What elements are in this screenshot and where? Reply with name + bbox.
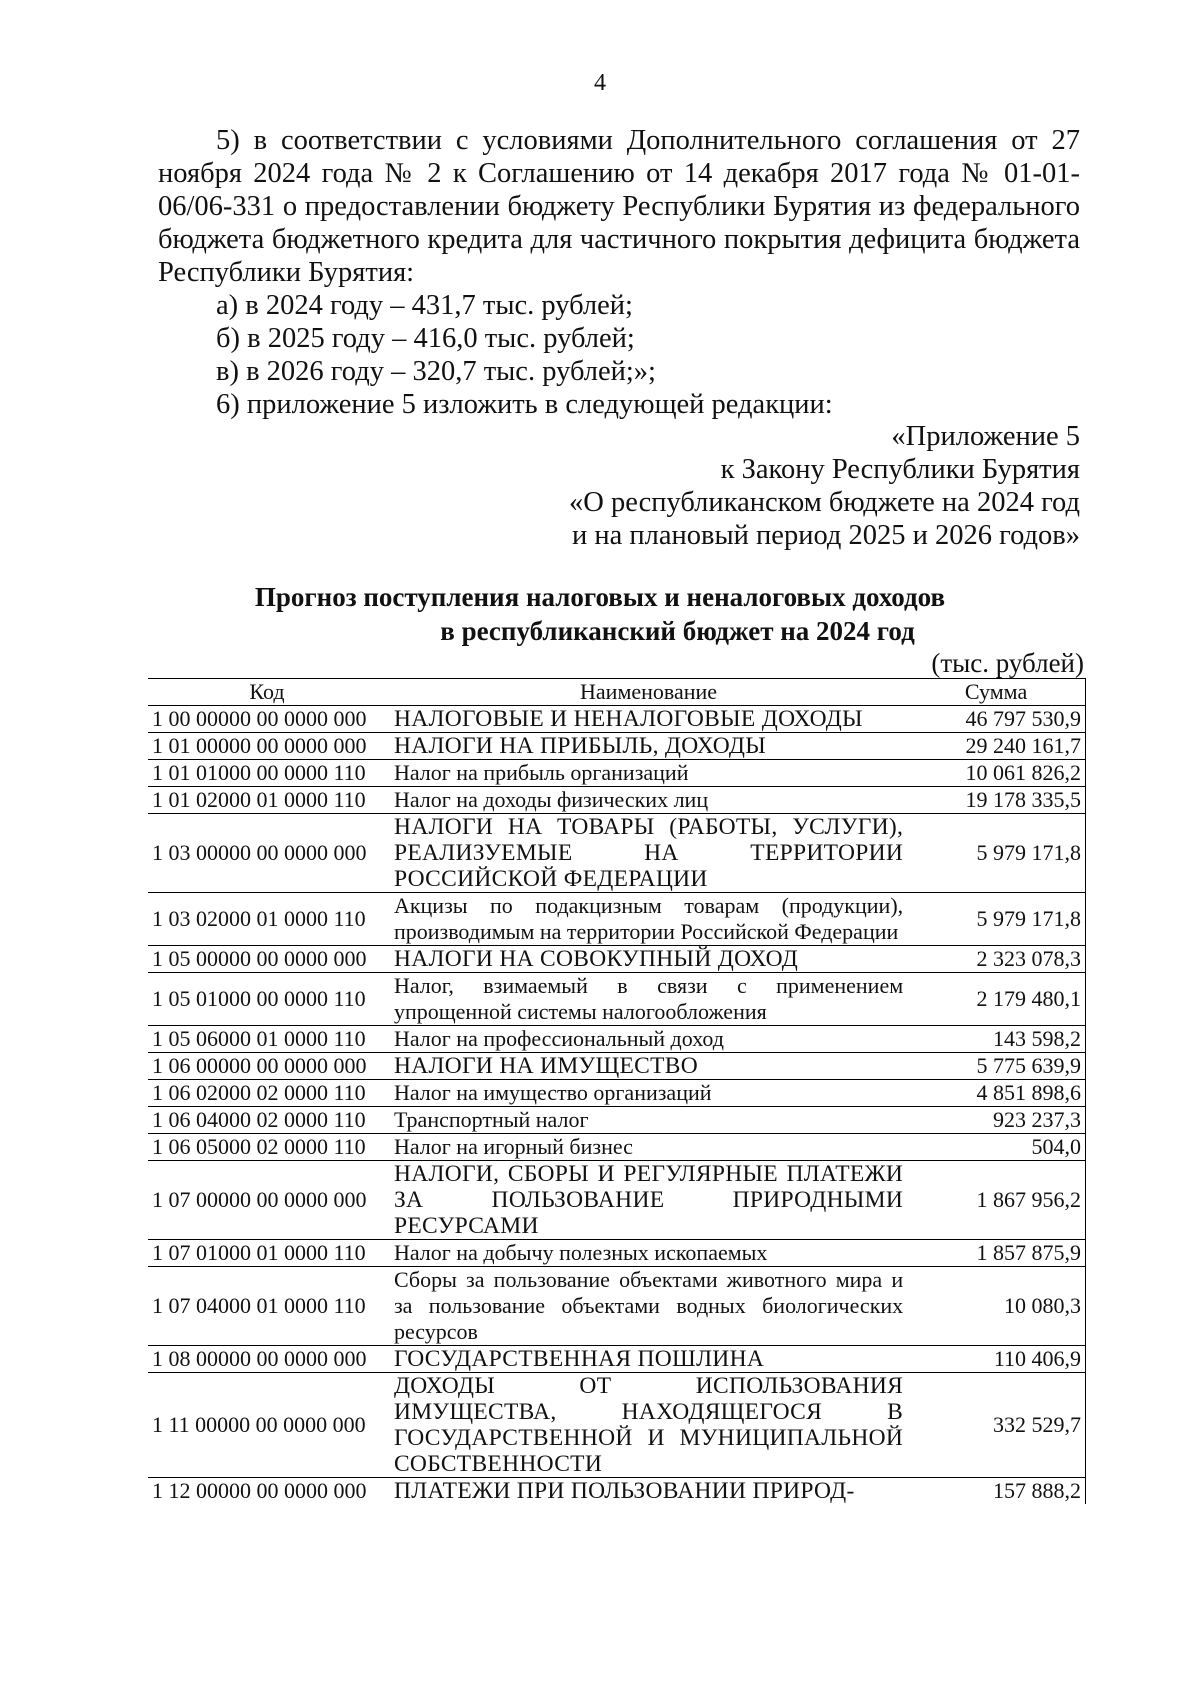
table-row xyxy=(148,1026,1086,1053)
row-code: 1 07 01000 01 0000 110 xyxy=(148,1240,386,1267)
item-6: 6) приложение 5 изложить в следующей редакции: xyxy=(216,389,833,420)
row-sum: 1 867 956,2 xyxy=(907,1161,1085,1240)
subitem-c: в) в 2026 году – 320,7 тыс. рублей;»; xyxy=(216,356,656,387)
row-sum: 19 178 335,5 xyxy=(907,787,1085,814)
row-name: Налог на имущество организаций xyxy=(386,1080,907,1107)
row-name: Акцизы по подакцизным товарам (продукции), производимым на территории Российской Федерации xyxy=(386,893,907,946)
table-row xyxy=(148,1240,1086,1267)
row-name: Налог на прибыль организаций xyxy=(386,760,907,787)
units-label: (тыс. рублей) xyxy=(931,648,1084,678)
table-row xyxy=(148,706,1086,733)
table-body xyxy=(148,706,1086,1505)
row-name: Налог на профессиональный доход xyxy=(386,1026,907,1053)
table-row xyxy=(148,1478,1086,1505)
row-sum: 5 979 171,8 xyxy=(907,814,1085,893)
header-code: Код xyxy=(148,679,386,706)
row-name: НАЛОГИ НА ПРИБЫЛЬ, ДОХОДЫ xyxy=(386,733,907,760)
table-header-row xyxy=(148,679,1086,706)
row-sum: 2 323 078,3 xyxy=(907,946,1085,973)
row-name: Сборы за пользование объектами животного мира и за пользование объектами водных биологических ресурсов xyxy=(386,1267,907,1346)
row-name: Транспортный налог xyxy=(386,1107,907,1134)
page-number: 4 xyxy=(594,70,606,96)
row-name: НАЛОГИ НА ИМУЩЕСТВО xyxy=(386,1053,907,1080)
row-name: Налог, взимаемый в связи с применением упрощенной системы налогообложения xyxy=(386,973,907,1026)
row-sum: 10 080,3 xyxy=(907,1267,1085,1346)
row-name: НАЛОГИ НА ТОВАРЫ (РАБОТЫ, УСЛУГИ), РЕАЛИЗУЕМЫЕ НА ТЕРРИТОРИИ РОССИЙСКОЙ ФЕДЕРАЦИИ xyxy=(386,814,907,893)
header-sum: Сумма xyxy=(907,679,1085,706)
row-code: 1 05 06000 01 0000 110 xyxy=(148,1026,386,1053)
row-code: 1 05 01000 00 0000 110 xyxy=(148,973,386,1026)
row-sum: 4 851 898,6 xyxy=(907,1080,1085,1107)
row-name: НАЛОГИ НА СОВОКУПНЫЙ ДОХОД xyxy=(386,946,907,973)
row-name: Налог на доходы физических лиц xyxy=(386,787,907,814)
row-code: 1 01 02000 01 0000 110 xyxy=(148,787,386,814)
row-code: 1 03 00000 00 0000 000 xyxy=(148,814,386,893)
subitem-b: б) в 2025 году – 416,0 тыс. рублей; xyxy=(216,323,635,354)
table-row xyxy=(148,893,1086,946)
appendix-line: и на плановый период 2025 и 2026 годов» xyxy=(572,520,1080,551)
row-code: 1 07 04000 01 0000 110 xyxy=(148,1267,386,1346)
table-row xyxy=(148,733,1086,760)
row-sum: 29 240 161,7 xyxy=(907,733,1085,760)
row-code: 1 03 02000 01 0000 110 xyxy=(148,893,386,946)
row-code: 1 08 00000 00 0000 000 xyxy=(148,1346,386,1373)
row-sum: 5 979 171,8 xyxy=(907,893,1085,946)
row-code: 1 07 00000 00 0000 000 xyxy=(148,1161,386,1240)
row-name: НАЛОГИ, СБОРЫ И РЕГУЛЯРНЫЕ ПЛАТЕЖИ ЗА ПОЛЬЗОВАНИЕ ПРИРОДНЫМИ РЕСУРСАМИ xyxy=(386,1161,907,1240)
row-code: 1 06 05000 02 0000 110 xyxy=(148,1134,386,1161)
subitem-a: а) в 2024 году – 431,7 тыс. рублей; xyxy=(216,290,633,321)
row-sum: 1 857 875,9 xyxy=(907,1240,1085,1267)
row-sum: 46 797 530,9 xyxy=(907,706,1085,733)
table-row xyxy=(148,1053,1086,1080)
row-code: 1 06 00000 00 0000 000 xyxy=(148,1053,386,1080)
row-sum: 110 406,9 xyxy=(907,1346,1085,1373)
row-code: 1 01 00000 00 0000 000 xyxy=(148,733,386,760)
appendix-line: «Приложение 5 xyxy=(891,421,1080,452)
row-sum: 157 888,2 xyxy=(907,1478,1085,1505)
row-name: Налог на добычу полезных ископаемых xyxy=(386,1240,907,1267)
table-row xyxy=(148,1267,1086,1346)
table-row xyxy=(148,1161,1086,1240)
appendix-header xyxy=(569,420,1080,552)
row-sum: 10 061 826,2 xyxy=(907,760,1085,787)
row-sum: 5 775 639,9 xyxy=(907,1053,1085,1080)
row-code: 1 01 01000 00 0000 110 xyxy=(148,760,386,787)
row-code: 1 06 02000 02 0000 110 xyxy=(148,1080,386,1107)
row-code: 1 12 00000 00 0000 000 xyxy=(148,1478,386,1505)
revenue-table xyxy=(148,678,1086,1504)
row-code: 1 00 00000 00 0000 000 xyxy=(148,706,386,733)
appendix-line: к Закону Республики Бурятия xyxy=(720,454,1080,485)
row-code: 1 11 00000 00 0000 000 xyxy=(148,1373,386,1478)
row-sum: 332 529,7 xyxy=(907,1373,1085,1478)
table-row xyxy=(148,760,1086,787)
row-name: ГОСУДАРСТВЕННАЯ ПОШЛИНА xyxy=(386,1346,907,1373)
row-name: ПЛАТЕЖИ ПРИ ПОЛЬЗОВАНИИ ПРИРОД- xyxy=(386,1478,907,1505)
row-name: НАЛОГОВЫЕ И НЕНАЛОГОВЫЕ ДОХОДЫ xyxy=(386,706,907,733)
table-row xyxy=(148,1134,1086,1161)
row-sum: 143 598,2 xyxy=(907,1026,1085,1053)
table-row xyxy=(148,814,1086,893)
table-title-line: в республиканский бюджет на 2024 год xyxy=(440,616,915,646)
row-sum: 923 237,3 xyxy=(907,1107,1085,1134)
table-row xyxy=(148,1080,1086,1107)
table-title xyxy=(0,580,1200,648)
appendix-line: «О республиканском бюджете на 2024 год xyxy=(569,487,1080,518)
revenue-table-wrapper xyxy=(148,678,1086,1504)
row-sum: 2 179 480,1 xyxy=(907,973,1085,1026)
paragraph: 5) в соответствии с условиями Дополнительного соглашения от 27 ноября 2024 года № 2 к Соглашению от 14 декабря 2017 года № 01-01-06/06-331 о предоставлении бюджету Республики Бурятия из федерального бюджета бюджетного кредита для частичного покрытия дефицита бюджета Республики Бурятия: xyxy=(158,125,1080,288)
table-title-line: Прогноз поступления налоговых и неналоговых доходов xyxy=(254,582,946,612)
table-row xyxy=(148,1346,1086,1373)
table-row xyxy=(148,787,1086,814)
header-name: Наименование xyxy=(386,679,907,706)
table-row xyxy=(148,946,1086,973)
row-code: 1 06 04000 02 0000 110 xyxy=(148,1107,386,1134)
body-text xyxy=(158,124,1080,421)
table-row xyxy=(148,1373,1086,1478)
row-name: Налог на игорный бизнес xyxy=(386,1134,907,1161)
table-row xyxy=(148,973,1086,1026)
table-row xyxy=(148,1107,1086,1134)
row-name: ДОХОДЫ ОТ ИСПОЛЬЗОВАНИЯ ИМУЩЕСТВА, НАХОДЯЩЕГОСЯ В ГОСУДАРСТВЕННОЙ И МУНИЦИПАЛЬНОЙ СОБСТВЕННОСТИ xyxy=(386,1373,907,1478)
row-sum: 504,0 xyxy=(907,1134,1085,1161)
row-code: 1 05 00000 00 0000 000 xyxy=(148,946,386,973)
